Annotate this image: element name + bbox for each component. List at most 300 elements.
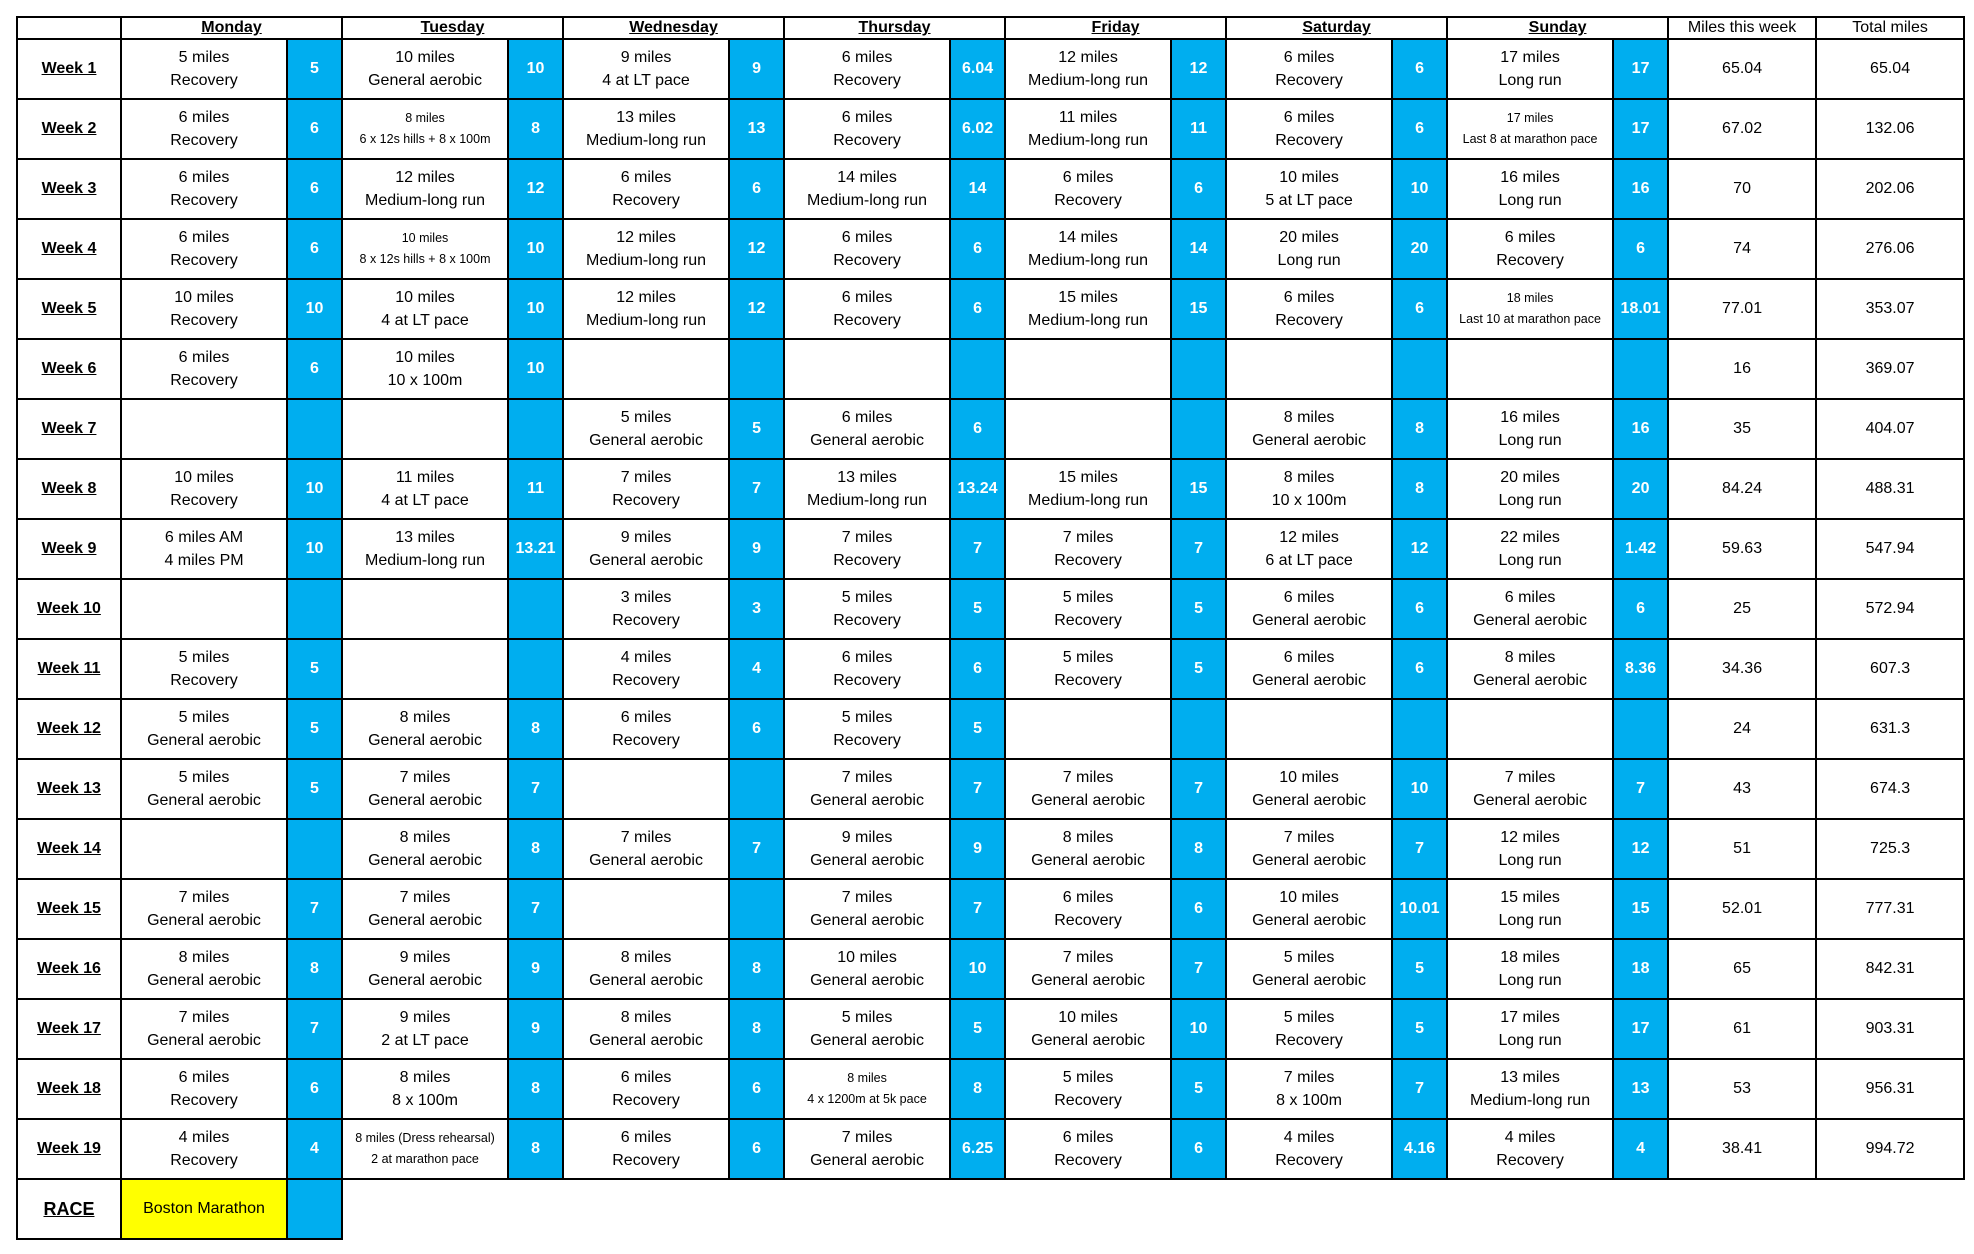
workout-type: General aerobic bbox=[1252, 792, 1366, 809]
workout-thursday bbox=[784, 219, 950, 279]
workout-type: General aerobic bbox=[589, 552, 703, 569]
header-thursday: Thursday bbox=[784, 17, 1005, 39]
workout-distance: 6 miles bbox=[1504, 589, 1556, 606]
miles-saturday: 7 bbox=[1392, 819, 1447, 879]
workout-distance: 6 miles bbox=[1283, 109, 1335, 126]
workout-distance: 5 miles bbox=[1283, 949, 1335, 966]
total-miles: 488.31 bbox=[1816, 459, 1964, 519]
miles-tuesday: 8 bbox=[508, 1119, 563, 1179]
week-label: Week 8 bbox=[17, 459, 121, 519]
miles-this-week: 51 bbox=[1668, 819, 1816, 879]
workout-type: General aerobic bbox=[810, 1152, 924, 1169]
table-row bbox=[17, 39, 1964, 99]
workout-type: Recovery bbox=[1054, 1092, 1122, 1109]
miles-this-week: 65.04 bbox=[1668, 39, 1816, 99]
miles-this-week: 43 bbox=[1668, 759, 1816, 819]
total-miles: 276.06 bbox=[1816, 219, 1964, 279]
miles-thursday: 7 bbox=[950, 519, 1005, 579]
miles-thursday: 6 bbox=[950, 639, 1005, 699]
miles-wednesday: 8 bbox=[729, 939, 784, 999]
workout-saturday bbox=[1226, 939, 1392, 999]
week-label: Week 12 bbox=[17, 699, 121, 759]
workout-type: 4 x 1200m at 5k pace bbox=[807, 1092, 927, 1106]
workout-type: Recovery bbox=[170, 492, 238, 509]
workout-thursday bbox=[784, 159, 950, 219]
miles-saturday: 6 bbox=[1392, 39, 1447, 99]
table-row bbox=[17, 879, 1964, 939]
miles-wednesday: 5 bbox=[729, 399, 784, 459]
miles-tuesday: 8 bbox=[508, 819, 563, 879]
miles-saturday: 6 bbox=[1392, 579, 1447, 639]
miles-tuesday: 8 bbox=[508, 699, 563, 759]
miles-sunday: 6 bbox=[1613, 219, 1668, 279]
workout-type: Recovery bbox=[612, 612, 680, 629]
miles-thursday: 8 bbox=[950, 1059, 1005, 1119]
workout-wednesday bbox=[563, 459, 729, 519]
workout-distance: 10 miles bbox=[1058, 1009, 1118, 1026]
miles-this-week: 25 bbox=[1668, 579, 1816, 639]
workout-distance: 6 miles AM bbox=[164, 529, 244, 546]
miles-sunday: 16 bbox=[1613, 159, 1668, 219]
miles-wednesday: 9 bbox=[729, 519, 784, 579]
workout-type: Medium-long run bbox=[586, 132, 707, 149]
workout-sunday bbox=[1447, 399, 1613, 459]
workout-distance: 10 miles bbox=[1279, 169, 1339, 186]
week-label: Week 15 bbox=[17, 879, 121, 939]
miles-monday: 5 bbox=[287, 759, 342, 819]
miles-monday: 10 bbox=[287, 519, 342, 579]
workout-type: 8 x 100m bbox=[392, 1092, 458, 1109]
miles-thursday: 6.02 bbox=[950, 99, 1005, 159]
workout-distance: 8 miles bbox=[399, 1069, 451, 1086]
miles-thursday: 6.04 bbox=[950, 39, 1005, 99]
miles-saturday: 5 bbox=[1392, 999, 1447, 1059]
workout-distance: 10 miles bbox=[174, 469, 234, 486]
workout-thursday bbox=[784, 279, 950, 339]
workout-type: Long run bbox=[1498, 432, 1562, 449]
miles-friday: 12 bbox=[1171, 39, 1226, 99]
workout-tuesday bbox=[342, 279, 508, 339]
workout-friday bbox=[1005, 759, 1171, 819]
workout-type: General aerobic bbox=[368, 972, 482, 989]
workout-distance: 9 miles bbox=[399, 949, 451, 966]
miles-monday: 6 bbox=[287, 99, 342, 159]
workout-type: Recovery bbox=[170, 312, 238, 329]
workout-distance: 8 miles bbox=[399, 709, 451, 726]
header-friday: Friday bbox=[1005, 17, 1226, 39]
miles-saturday: 12 bbox=[1392, 519, 1447, 579]
workout-sunday bbox=[1447, 759, 1613, 819]
workout-tuesday bbox=[342, 399, 508, 459]
workout-wednesday bbox=[563, 1119, 729, 1179]
workout-sunday bbox=[1447, 459, 1613, 519]
workout-distance: 15 miles bbox=[1058, 469, 1118, 486]
workout-distance: 6 miles bbox=[841, 409, 893, 426]
workout-type: Long run bbox=[1498, 912, 1562, 929]
miles-wednesday: 3 bbox=[729, 579, 784, 639]
miles-tuesday: 12 bbox=[508, 159, 563, 219]
workout-distance: 18 miles bbox=[1506, 291, 1554, 305]
miles-sunday: 18.01 bbox=[1613, 279, 1668, 339]
workout-distance: 7 miles bbox=[399, 769, 451, 786]
workout-distance: 13 miles bbox=[616, 109, 676, 126]
miles-tuesday bbox=[508, 639, 563, 699]
workout-type: General aerobic bbox=[1031, 1032, 1145, 1049]
workout-distance: 11 miles bbox=[1058, 109, 1118, 126]
workout-type: Long run bbox=[1498, 492, 1562, 509]
miles-saturday bbox=[1392, 339, 1447, 399]
workout-type: Medium-long run bbox=[1028, 72, 1149, 89]
workout-type: Last 10 at marathon pace bbox=[1459, 312, 1601, 326]
race-miles-cell bbox=[287, 1179, 342, 1239]
workout-type: General aerobic bbox=[589, 972, 703, 989]
workout-type: General aerobic bbox=[1252, 972, 1366, 989]
workout-type: General aerobic bbox=[147, 912, 261, 929]
miles-friday bbox=[1171, 399, 1226, 459]
workout-distance: 4 miles bbox=[620, 649, 672, 666]
miles-wednesday bbox=[729, 339, 784, 399]
workout-type: Recovery bbox=[1054, 552, 1122, 569]
workout-type: Recovery bbox=[1275, 1032, 1343, 1049]
miles-monday bbox=[287, 579, 342, 639]
workout-type: General aerobic bbox=[1031, 972, 1145, 989]
workout-monday bbox=[121, 579, 287, 639]
total-miles: 777.31 bbox=[1816, 879, 1964, 939]
workout-tuesday bbox=[342, 459, 508, 519]
workout-type: Recovery bbox=[833, 252, 901, 269]
workout-distance: 13 miles bbox=[1500, 1069, 1560, 1086]
workout-distance: 6 miles bbox=[178, 109, 230, 126]
workout-friday bbox=[1005, 219, 1171, 279]
miles-tuesday: 10 bbox=[508, 219, 563, 279]
workout-distance: 14 miles bbox=[1058, 229, 1118, 246]
workout-type: General aerobic bbox=[368, 72, 482, 89]
week-label: Week 19 bbox=[17, 1119, 121, 1179]
workout-type: Recovery bbox=[1275, 1152, 1343, 1169]
race-row-filler bbox=[342, 1179, 1964, 1239]
miles-monday: 6 bbox=[287, 159, 342, 219]
workout-distance: 15 miles bbox=[1500, 889, 1560, 906]
workout-distance: 5 miles bbox=[1062, 649, 1114, 666]
workout-type: Medium-long run bbox=[1028, 252, 1149, 269]
workout-type: Recovery bbox=[612, 732, 680, 749]
workout-type: 10 x 100m bbox=[387, 372, 463, 389]
workout-type: General aerobic bbox=[147, 732, 261, 749]
miles-saturday: 10 bbox=[1392, 159, 1447, 219]
header-miles-this-week: Miles this week bbox=[1668, 17, 1816, 39]
miles-tuesday: 7 bbox=[508, 879, 563, 939]
workout-type: Recovery bbox=[170, 372, 238, 389]
workout-saturday bbox=[1226, 759, 1392, 819]
workout-thursday bbox=[784, 1119, 950, 1179]
miles-sunday: 13 bbox=[1613, 1059, 1668, 1119]
workout-type: Recovery bbox=[833, 72, 901, 89]
workout-type: 4 at LT pace bbox=[381, 492, 469, 509]
workout-thursday bbox=[784, 939, 950, 999]
workout-distance: 6 miles bbox=[841, 289, 893, 306]
header-sunday: Sunday bbox=[1447, 17, 1668, 39]
workout-sunday bbox=[1447, 939, 1613, 999]
workout-thursday bbox=[784, 639, 950, 699]
miles-friday: 7 bbox=[1171, 519, 1226, 579]
workout-type: Medium-long run bbox=[586, 312, 707, 329]
workout-distance: 10 miles bbox=[837, 949, 897, 966]
workout-distance: 16 miles bbox=[1500, 169, 1560, 186]
week-label: Week 2 bbox=[17, 99, 121, 159]
workout-wednesday bbox=[563, 639, 729, 699]
miles-friday: 10 bbox=[1171, 999, 1226, 1059]
workout-distance: 17 miles bbox=[1500, 49, 1560, 66]
workout-wednesday bbox=[563, 939, 729, 999]
workout-type: General aerobic bbox=[147, 792, 261, 809]
workout-distance: 4 miles bbox=[178, 1129, 230, 1146]
workout-saturday bbox=[1226, 519, 1392, 579]
miles-this-week: 65 bbox=[1668, 939, 1816, 999]
workout-distance: 22 miles bbox=[1500, 529, 1560, 546]
miles-tuesday: 7 bbox=[508, 759, 563, 819]
miles-friday bbox=[1171, 339, 1226, 399]
miles-friday: 5 bbox=[1171, 579, 1226, 639]
workout-distance: 7 miles bbox=[620, 829, 672, 846]
workout-type: Recovery bbox=[612, 192, 680, 209]
miles-friday: 11 bbox=[1171, 99, 1226, 159]
header-wednesday: Wednesday bbox=[563, 17, 784, 39]
workout-distance: 7 miles bbox=[1504, 769, 1556, 786]
miles-monday: 7 bbox=[287, 999, 342, 1059]
workout-distance: 7 miles bbox=[399, 889, 451, 906]
table-row bbox=[17, 159, 1964, 219]
miles-this-week: 74 bbox=[1668, 219, 1816, 279]
table-row bbox=[17, 639, 1964, 699]
workout-distance: 8 miles bbox=[1283, 409, 1335, 426]
workout-type: General aerobic bbox=[1252, 612, 1366, 629]
week-label: Week 7 bbox=[17, 399, 121, 459]
workout-type: Medium-long run bbox=[807, 192, 928, 209]
workout-type: Recovery bbox=[1054, 1152, 1122, 1169]
workout-type: Recovery bbox=[170, 672, 238, 689]
miles-saturday: 4.16 bbox=[1392, 1119, 1447, 1179]
miles-tuesday bbox=[508, 399, 563, 459]
miles-saturday: 5 bbox=[1392, 939, 1447, 999]
workout-thursday bbox=[784, 519, 950, 579]
table-row bbox=[17, 219, 1964, 279]
miles-sunday: 17 bbox=[1613, 99, 1668, 159]
workout-tuesday bbox=[342, 1119, 508, 1179]
workout-type: General aerobic bbox=[589, 1032, 703, 1049]
workout-type: Medium-long run bbox=[807, 492, 928, 509]
workout-wednesday bbox=[563, 99, 729, 159]
miles-monday: 7 bbox=[287, 879, 342, 939]
workout-type: Recovery bbox=[170, 252, 238, 269]
miles-saturday: 8 bbox=[1392, 399, 1447, 459]
workout-tuesday bbox=[342, 579, 508, 639]
workout-type: General aerobic bbox=[810, 792, 924, 809]
miles-friday bbox=[1171, 699, 1226, 759]
workout-type: General aerobic bbox=[1252, 672, 1366, 689]
workout-distance: 9 miles bbox=[841, 829, 893, 846]
workout-distance: 5 miles bbox=[1062, 589, 1114, 606]
miles-this-week: 59.63 bbox=[1668, 519, 1816, 579]
workout-distance: 7 miles bbox=[1062, 529, 1114, 546]
workout-saturday bbox=[1226, 879, 1392, 939]
total-miles: 202.06 bbox=[1816, 159, 1964, 219]
workout-distance: 17 miles bbox=[1506, 111, 1554, 125]
table-row bbox=[17, 399, 1964, 459]
workout-distance: 6 miles bbox=[1504, 229, 1556, 246]
total-miles: 132.06 bbox=[1816, 99, 1964, 159]
workout-saturday bbox=[1226, 39, 1392, 99]
workout-type: Medium-long run bbox=[1028, 492, 1149, 509]
miles-monday: 5 bbox=[287, 639, 342, 699]
workout-distance: 6 miles bbox=[1283, 49, 1335, 66]
workout-wednesday bbox=[563, 999, 729, 1059]
workout-sunday bbox=[1447, 819, 1613, 879]
workout-distance: 6 miles bbox=[178, 349, 230, 366]
workout-distance: 12 miles bbox=[395, 169, 455, 186]
workout-friday bbox=[1005, 639, 1171, 699]
week-label: Week 6 bbox=[17, 339, 121, 399]
workout-distance: 8 miles (Dress rehearsal) bbox=[355, 1131, 495, 1145]
workout-saturday bbox=[1226, 1059, 1392, 1119]
workout-thursday bbox=[784, 1059, 950, 1119]
workout-type: Recovery bbox=[1275, 72, 1343, 89]
table-row bbox=[17, 999, 1964, 1059]
miles-this-week: 24 bbox=[1668, 699, 1816, 759]
workout-friday bbox=[1005, 879, 1171, 939]
workout-thursday bbox=[784, 339, 950, 399]
workout-distance: 5 miles bbox=[841, 709, 893, 726]
workout-wednesday bbox=[563, 1059, 729, 1119]
miles-thursday bbox=[950, 339, 1005, 399]
workout-sunday bbox=[1447, 339, 1613, 399]
miles-friday: 5 bbox=[1171, 639, 1226, 699]
workout-distance: 10 miles bbox=[1279, 889, 1339, 906]
miles-monday: 5 bbox=[287, 699, 342, 759]
workout-type: 4 at LT pace bbox=[381, 312, 469, 329]
workout-friday bbox=[1005, 459, 1171, 519]
workout-saturday bbox=[1226, 999, 1392, 1059]
workout-distance: 10 miles bbox=[395, 289, 455, 306]
workout-type: Recovery bbox=[833, 612, 901, 629]
workout-distance: 11 miles bbox=[395, 469, 455, 486]
workout-type: Long run bbox=[1498, 72, 1562, 89]
miles-sunday: 4 bbox=[1613, 1119, 1668, 1179]
workout-distance: 7 miles bbox=[841, 529, 893, 546]
workout-type: Recovery bbox=[1054, 672, 1122, 689]
miles-monday: 10 bbox=[287, 459, 342, 519]
race-label: RACE bbox=[17, 1179, 121, 1239]
table-row bbox=[17, 1059, 1964, 1119]
workout-type: Long run bbox=[1498, 192, 1562, 209]
miles-tuesday: 8 bbox=[508, 99, 563, 159]
miles-wednesday: 12 bbox=[729, 219, 784, 279]
miles-this-week: 77.01 bbox=[1668, 279, 1816, 339]
workout-distance: 20 miles bbox=[1500, 469, 1560, 486]
miles-wednesday: 13 bbox=[729, 99, 784, 159]
workout-distance: 18 miles bbox=[1500, 949, 1560, 966]
workout-distance: 7 miles bbox=[1062, 769, 1114, 786]
workout-type: Recovery bbox=[833, 132, 901, 149]
miles-thursday: 5 bbox=[950, 579, 1005, 639]
miles-tuesday bbox=[508, 579, 563, 639]
workout-distance: 7 miles bbox=[178, 889, 230, 906]
race-name: Boston Marathon bbox=[121, 1179, 287, 1239]
workout-saturday bbox=[1226, 699, 1392, 759]
workout-type: General aerobic bbox=[810, 912, 924, 929]
workout-type: 2 at LT pace bbox=[381, 1032, 469, 1049]
miles-saturday bbox=[1392, 699, 1447, 759]
workout-tuesday bbox=[342, 99, 508, 159]
workout-distance: 8 miles bbox=[847, 1071, 887, 1085]
workout-distance: 8 miles bbox=[620, 949, 672, 966]
workout-type: Recovery bbox=[1275, 312, 1343, 329]
table-row bbox=[17, 339, 1964, 399]
workout-wednesday bbox=[563, 879, 729, 939]
workout-thursday bbox=[784, 399, 950, 459]
miles-monday: 4 bbox=[287, 1119, 342, 1179]
workout-sunday bbox=[1447, 99, 1613, 159]
corner-cell bbox=[17, 17, 121, 39]
workout-distance: 20 miles bbox=[1279, 229, 1339, 246]
workout-type: General aerobic bbox=[589, 432, 703, 449]
workout-distance: 3 miles bbox=[620, 589, 672, 606]
week-label: Week 9 bbox=[17, 519, 121, 579]
workout-tuesday bbox=[342, 159, 508, 219]
workout-saturday bbox=[1226, 1119, 1392, 1179]
miles-thursday: 6 bbox=[950, 279, 1005, 339]
miles-wednesday: 6 bbox=[729, 1059, 784, 1119]
workout-monday bbox=[121, 939, 287, 999]
miles-this-week: 34.36 bbox=[1668, 639, 1816, 699]
miles-sunday: 20 bbox=[1613, 459, 1668, 519]
workout-wednesday bbox=[563, 39, 729, 99]
miles-monday: 8 bbox=[287, 939, 342, 999]
workout-thursday bbox=[784, 579, 950, 639]
workout-sunday bbox=[1447, 39, 1613, 99]
miles-sunday: 12 bbox=[1613, 819, 1668, 879]
miles-sunday: 18 bbox=[1613, 939, 1668, 999]
workout-type: General aerobic bbox=[1031, 852, 1145, 869]
miles-sunday bbox=[1613, 339, 1668, 399]
workout-type: Recovery bbox=[170, 72, 238, 89]
miles-wednesday: 6 bbox=[729, 159, 784, 219]
workout-type: General aerobic bbox=[147, 1032, 261, 1049]
miles-friday: 7 bbox=[1171, 759, 1226, 819]
miles-this-week: 38.41 bbox=[1668, 1119, 1816, 1179]
workout-distance: 10 miles bbox=[174, 289, 234, 306]
workout-friday bbox=[1005, 1119, 1171, 1179]
workout-type: General aerobic bbox=[1252, 432, 1366, 449]
workout-distance: 7 miles bbox=[1283, 1069, 1335, 1086]
workout-type: Recovery bbox=[833, 672, 901, 689]
workout-type: Recovery bbox=[833, 552, 901, 569]
miles-this-week: 52.01 bbox=[1668, 879, 1816, 939]
workout-wednesday bbox=[563, 159, 729, 219]
miles-tuesday: 10 bbox=[508, 279, 563, 339]
workout-distance: 8 miles bbox=[1504, 649, 1556, 666]
workout-distance: 5 miles bbox=[178, 49, 230, 66]
workout-saturday bbox=[1226, 819, 1392, 879]
workout-type: General aerobic bbox=[147, 972, 261, 989]
workout-type: General aerobic bbox=[368, 912, 482, 929]
workout-type: General aerobic bbox=[1252, 912, 1366, 929]
workout-distance: 6 miles bbox=[178, 1069, 230, 1086]
miles-thursday: 7 bbox=[950, 879, 1005, 939]
workout-saturday bbox=[1226, 339, 1392, 399]
total-miles: 572.94 bbox=[1816, 579, 1964, 639]
total-miles: 65.04 bbox=[1816, 39, 1964, 99]
miles-wednesday: 8 bbox=[729, 999, 784, 1059]
